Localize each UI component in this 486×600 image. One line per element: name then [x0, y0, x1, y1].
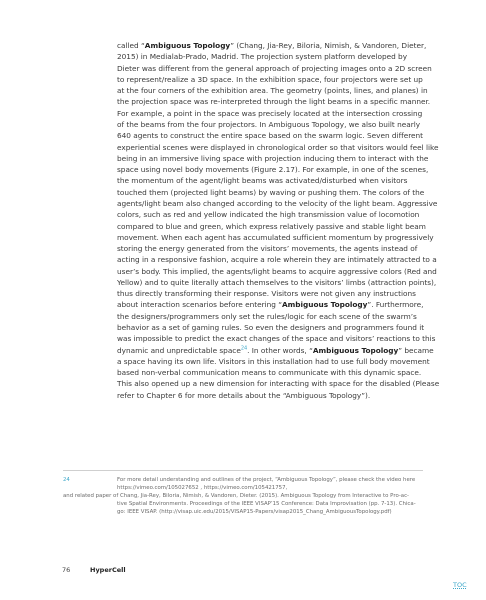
page-number: 76 — [62, 566, 71, 574]
text-run: For example, a point in the space was precisely located at the intersection crossing — [117, 108, 423, 118]
text-run: 2015) in Medialab-Prado, Madrid. The projection system platform developed by — [117, 52, 408, 62]
footnote-divider — [63, 470, 423, 471]
footnote-link[interactable]: https://vimeo.com/105027652 , https://vimeo.com/105421757, — [117, 485, 288, 491]
body-line — [117, 130, 424, 141]
body-line — [117, 51, 417, 62]
text-run: ” became — [398, 345, 434, 355]
text-run: to represent/realize a 3D space. In the exhibition space, four projectors were set up — [117, 74, 423, 84]
text-run: refer to Chapter 6 for more details about the “Ambiguous Topology”). — [117, 390, 371, 400]
text-run: movement. When each agent has accumulated sufficient momentum by progressively — [117, 232, 434, 242]
body-line — [117, 266, 437, 277]
body-line — [117, 85, 428, 96]
toc-link[interactable]: TOC — [453, 581, 467, 589]
body-line — [117, 356, 430, 367]
text-run: acting in a responsive fashion, acquire a role wherein they are intimately attracted to a — [117, 255, 437, 265]
text-run: of the beams from the four projectors. In Ambiguous Topology, we also built nearly — [117, 119, 421, 129]
text-run: the projection space was re-interpreted through the light beams in a specific manner. — [117, 97, 431, 107]
footnote-line: For more detail understanding and outlines of the project, “Ambiguous Topology”, please check the video here — [117, 477, 416, 483]
footnote-line: tive Spatial Environments. Proceedings of the IEEE VISAP’15 Conference: Data Improvisation (pp. 7-13). Chica- — [117, 501, 416, 507]
body-line — [117, 390, 417, 401]
project-name: Ambiguous Topology — [281, 300, 368, 310]
body-line — [117, 232, 434, 243]
text-run: 640 agents to construct the entire space based on the swarm logic. Seven different — [117, 131, 424, 141]
text-run: thus directly transforming their response. Visitors were not given any instructions — [117, 289, 416, 299]
text-run: called “ — [117, 41, 145, 50]
body-line — [117, 74, 423, 85]
text-run: dynamic and unpredictable space — [117, 345, 241, 355]
body-line — [117, 322, 425, 333]
body-line — [117, 198, 438, 209]
body-line — [117, 187, 425, 198]
body-line — [117, 164, 429, 175]
text-run: compared to blue and green, which express relatively passive and stable light beam — [117, 221, 426, 231]
body-line — [117, 209, 420, 220]
footnote-reference[interactable]: 24 — [240, 345, 248, 352]
body-line — [117, 40, 427, 51]
text-run: user’s body. This implied, the agents/light beams to acquire aggressive colors (Red and — [117, 266, 437, 276]
body-line — [117, 142, 439, 153]
body-line — [117, 221, 426, 232]
body-line — [117, 333, 436, 344]
text-run: touched them (projected light beams) by waving or pushing them. The colors of the — [117, 187, 425, 197]
text-run: experiential scenes were displayed in chronological order so that visitors would feel like — [117, 142, 439, 152]
body-line — [117, 119, 421, 130]
body-line — [117, 345, 434, 356]
body-line — [117, 311, 417, 322]
body-line — [117, 254, 437, 265]
body-line — [117, 367, 422, 378]
body-line — [117, 153, 429, 164]
text-run: colors, such as red and yellow indicated the high transmission value of locomotion — [117, 210, 420, 220]
text-run: agents/light beam also changed according to the velocity of the light beam. Aggressive — [117, 198, 438, 208]
text-run: space using novel body movements (Figure 2.17). For example, in one of the scenes, — [117, 165, 429, 175]
text-run: was impossible to predict the exact changes of the space and visitors’ reactions to this — [117, 334, 436, 344]
text-run: This also opened up a new dimension for interacting with space for the disabled (Please — [117, 379, 440, 389]
text-run: the designers/programmers only set the rules/logic for each scene of the swarm’s — [117, 311, 417, 321]
text-run: the momentum of the agent/light beams was activated/disturbed when visitors — [117, 176, 408, 186]
text-run: about interaction scenarios before entering “ — [117, 300, 282, 310]
project-name: Ambiguous Topology — [312, 345, 399, 355]
body-line — [117, 63, 432, 74]
text-run: ”. Furthermore, — [367, 300, 424, 310]
project-name: Ambiguous Topology — [144, 41, 231, 50]
body-line — [117, 96, 431, 107]
body-text — [117, 40, 440, 401]
footnote-line: and related paper of Chang, Jia-Rey, Biloria, Nimish, & Vandoren, Dieter. (2015). Ambiguous Topology from Interactive to Pro-ac- — [63, 493, 409, 499]
text-run: storing the energy generated from the visitors’ movements, the agents instead of — [117, 244, 418, 254]
body-line — [117, 299, 424, 310]
body-line — [117, 108, 423, 119]
body-line — [117, 378, 440, 389]
body-line — [117, 288, 417, 299]
text-run: ” (Chang, Jia-Rey, Biloria, Nimish, & Vandoren, Dieter, — [230, 41, 427, 50]
text-run: at the four corners of the exhibition area. The geometry (points, lines, and planes) in — [117, 86, 428, 96]
running-title: HyperCell — [90, 566, 126, 574]
text-run: based non-verbal communication means to communicate with this dynamic space. — [117, 368, 422, 378]
body-line — [117, 243, 417, 254]
text-run: Dieter was different from the general approach of projecting images onto a 2D screen — [117, 63, 432, 73]
text-run: . In other words, “ — [247, 345, 313, 355]
footnote-line: go: IEEE VISAP. (http://visap.uic.edu/2015/VISAP15-Papers/visap2015_Chang_AmbiguousTopology.pdf) — [117, 509, 392, 515]
body-line — [117, 277, 437, 288]
text-run: a space having its own life. Visitors in this installation had to use full body movement — [117, 356, 430, 366]
text-run: behavior as a set of gaming rules. So even the designers and programmers found it — [117, 323, 425, 333]
text-run: Yellow) and to quite literally attach themselves to the visitors’ limbs (attraction points), — [117, 277, 437, 287]
text-run: being in an immersive living space with projection inducing them to interact with the — [117, 153, 429, 163]
body-line — [117, 175, 417, 186]
footnote-number: 24 — [63, 477, 70, 483]
